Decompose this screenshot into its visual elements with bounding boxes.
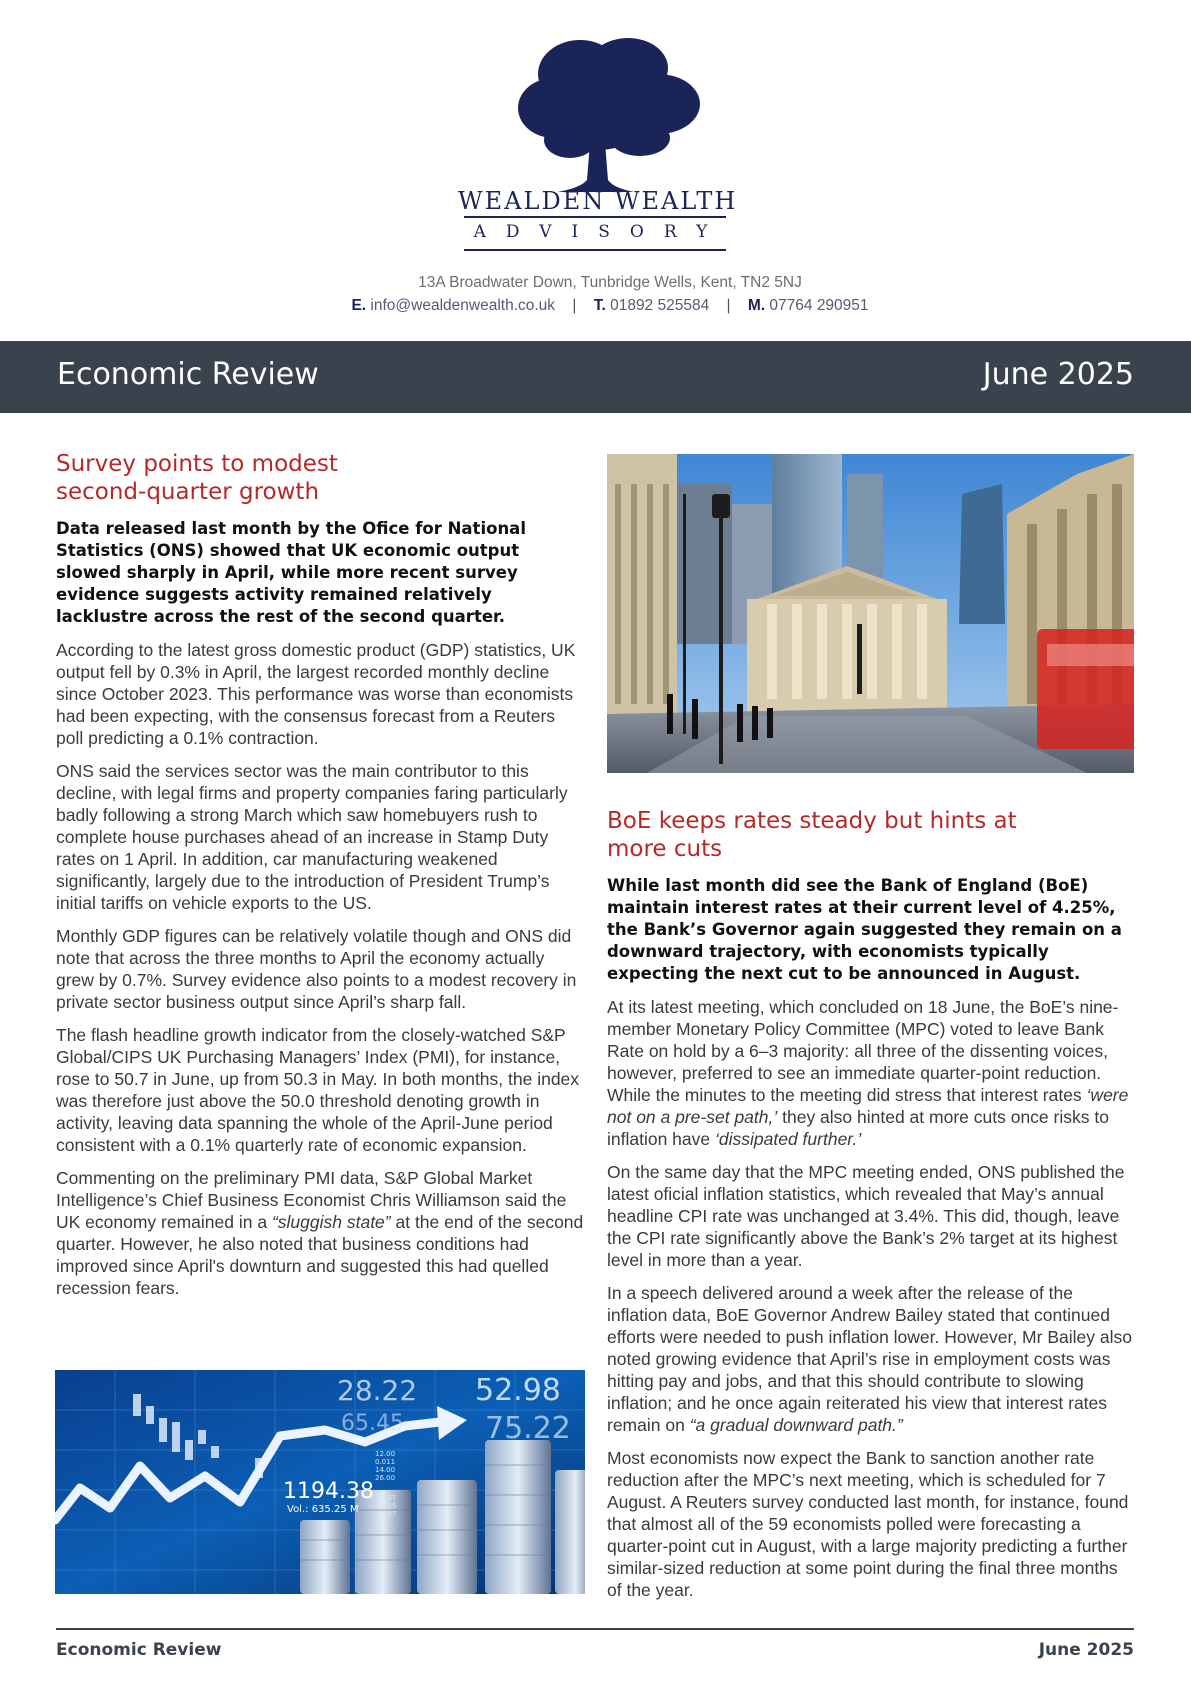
article-paragraph: The flash headline growth indicator from the closely-watched S&P Global/CIPS UK Purchasing Managers’ Index (PMI), for instance, rose to 50.7 in June, up from 50.3 in May. In both months, the index was therefore just above the 50.0 threshold denoting growth in activity, leaving data spanning the whole of the April-June period consistent with a 0.1% quarterly rate of economic expansion. (56, 1025, 580, 1155)
article-paragraph: On the same day that the MPC meeting ended, ONS published the latest oficial inflation statistics, which revealed that May’s annual headline CPI rate was unchanged at 3.4%. This did, though, leave the CPI rate significantly above the Bank’s 2% target at its highest level in more than a year. (607, 1162, 1125, 1270)
stock-market-image (55, 1370, 585, 1594)
headline-line: BoE keeps rates steady but hints at (607, 808, 1017, 834)
ticker-number: 52.98 (475, 1373, 561, 1408)
phone-number[interactable]: 01892 525584 (610, 297, 710, 314)
banner-title: Economic Review (57, 357, 319, 392)
side-value: 14.00 (375, 1466, 396, 1474)
city-street-illustration (607, 454, 1134, 773)
phone-label: T. (593, 297, 606, 314)
article-paragraph: Most economists now expect the Bank to sanction another rate reduction after the MPC’s next meeting, which is scheduled for 7 August. A Reuters survey conducted last month, for instance, found that almost all of the 59 economists polled were forecasting a quarter-point cut in August, with a large majority predicting a further similar-sized reduction at some point during the final three months of the year. (607, 1448, 1129, 1600)
footer-divider (56, 1628, 1134, 1630)
ticker-number: 1194.38 (283, 1479, 374, 1504)
mobile-label: M. (747, 297, 766, 314)
contact-separator: | (572, 297, 577, 314)
footer-title: Economic Review (56, 1640, 222, 1660)
article-headline (56, 450, 584, 506)
email-link[interactable]: info@wealdenwealth.co.uk (370, 297, 556, 314)
side-value: +1.55 (375, 1502, 397, 1510)
paragraph-quote: ‘dissipated further.’ (715, 1129, 862, 1149)
article-paragraph (607, 1282, 1135, 1436)
brand-divider (464, 216, 726, 218)
brand-underline (464, 249, 726, 251)
paragraph-quote: ‘were not on a pre-set path,’ (607, 1085, 1129, 1127)
article-paragraph: Monthly GDP figures can be relatively volatile though and ONS did note that across the three months to April the economy actually grew by 0.7%. Survey evidence also points to a modest recovery in private sector business output since April’s sharp fall. (56, 926, 577, 1012)
side-value: 0.011 (375, 1458, 396, 1466)
contact-line (0, 297, 1191, 315)
ticker-number: 28.22 (337, 1374, 418, 1407)
paragraph-text: they also hinted at more cuts once risks to inflation have (607, 1107, 1109, 1149)
article-paragraph: According to the latest gross domestic product (GDP) statistics, UK output fell by 0.3% in April, the largest recorded monthly decline since October 2023. This performance was worse than economists had been expecting, with the consensus forecast from a Reuters poll predicting a 0.1% contraction. (56, 640, 576, 748)
paragraph-quote: “a gradual downward path.” (689, 1415, 903, 1435)
paragraph-text: at the end of the second quarter. However, he also noted that business conditions had improved since April's downturn and suggested this had quelled recession fears. (56, 1212, 584, 1298)
article-paragraph: ONS said the services sector was the main contributor to this decline, with legal firms and property companies faring particularly badly following a strong March which saw homebuyers rush to complete house purchases ahead of an increase in Stamp Duty rates on 1 April. In addition, car manufacturing weakened significantly, largely due to the introduction of President Trump’s initial tariffs on vehicle exports to the US. (56, 761, 568, 913)
article-lead: While last month did see the Bank of England (BoE) maintain interest rates at their current level of 4.25%, the Bank’s Governor again suggested they remain on a downward trajectory, with economists typically expecting the next cut to be announced in August. (607, 876, 1122, 983)
email-label: E. (351, 297, 367, 314)
headline-line: second-quarter growth (56, 479, 320, 505)
mobile-number[interactable]: 07764 290951 (769, 297, 869, 314)
article-lead: Data released last month by the Ofice for National Statistics (ONS) showed that UK economic output slowed sharply in April, while more recent survey evidence suggests activity remained relatively lacklustre across the rest of the second quarter. (56, 519, 526, 626)
article-boe (607, 807, 1135, 1612)
paragraph-text: Commenting on the preliminary PMI data, S&P Global Market Intelligence’s Chief Business Economist Chris Williamson said the UK economy remained in a (56, 1168, 567, 1232)
article-gdp (56, 450, 584, 1310)
paragraph-text: At its latest meeting, which concluded on 18 June, the BoE’s nine-member Monetary Policy Committee (MPC) voted to leave Bank Rate on hold by a 6–3 majority: all three of the dissenting voices, however, preferred to see an immediate quarter-point reduction. While the minutes to the meeting did stress that interest rates (607, 997, 1119, 1105)
contact-separator: | (726, 297, 731, 314)
company-logo (458, 30, 738, 258)
headline-line: Survey points to modest (56, 451, 338, 477)
ticker-number: 65.45 (341, 1411, 404, 1436)
footer-date: June 2025 (1038, 1640, 1134, 1660)
bank-of-england-photo (607, 454, 1134, 773)
side-value: +1.37 (375, 1494, 397, 1502)
banner-date: June 2025 (982, 357, 1134, 392)
article-paragraph (56, 1167, 584, 1299)
ticker-number: 75.22 (485, 1411, 571, 1446)
company-address: 13A Broadwater Down, Tunbridge Wells, Kent, TN2 5NJ (418, 274, 802, 291)
tree-icon (458, 30, 733, 195)
side-value: 12.00 (375, 1450, 396, 1458)
paragraph-quote: “sluggish state” (271, 1212, 391, 1232)
article-paragraph (607, 996, 1135, 1150)
headline-line: more cuts (607, 836, 723, 862)
side-value: +1.57 (375, 1510, 397, 1518)
brand-name: WEALDEN WEALTH (458, 187, 738, 215)
title-banner (0, 341, 1191, 413)
volume-label: Vol.: 635.25 M (287, 1504, 359, 1515)
stock-chart-illustration (55, 1370, 585, 1594)
side-value: 26.00 (375, 1474, 396, 1482)
brand-subname: ADVISORY (473, 222, 728, 242)
paragraph-text: In a speech delivered around a week after the release of the inflation data, BoE Governor Andrew Bailey stated that continued efforts were needed to push inflation lower. However, Mr Bailey also noted growing evidence that April’s rise in employment costs was hitting pay and jobs, and that this should contribute to slowing inflation; and he once again reiterated his view that interest rates remain on (607, 1283, 1132, 1435)
article-headline (607, 807, 1135, 863)
